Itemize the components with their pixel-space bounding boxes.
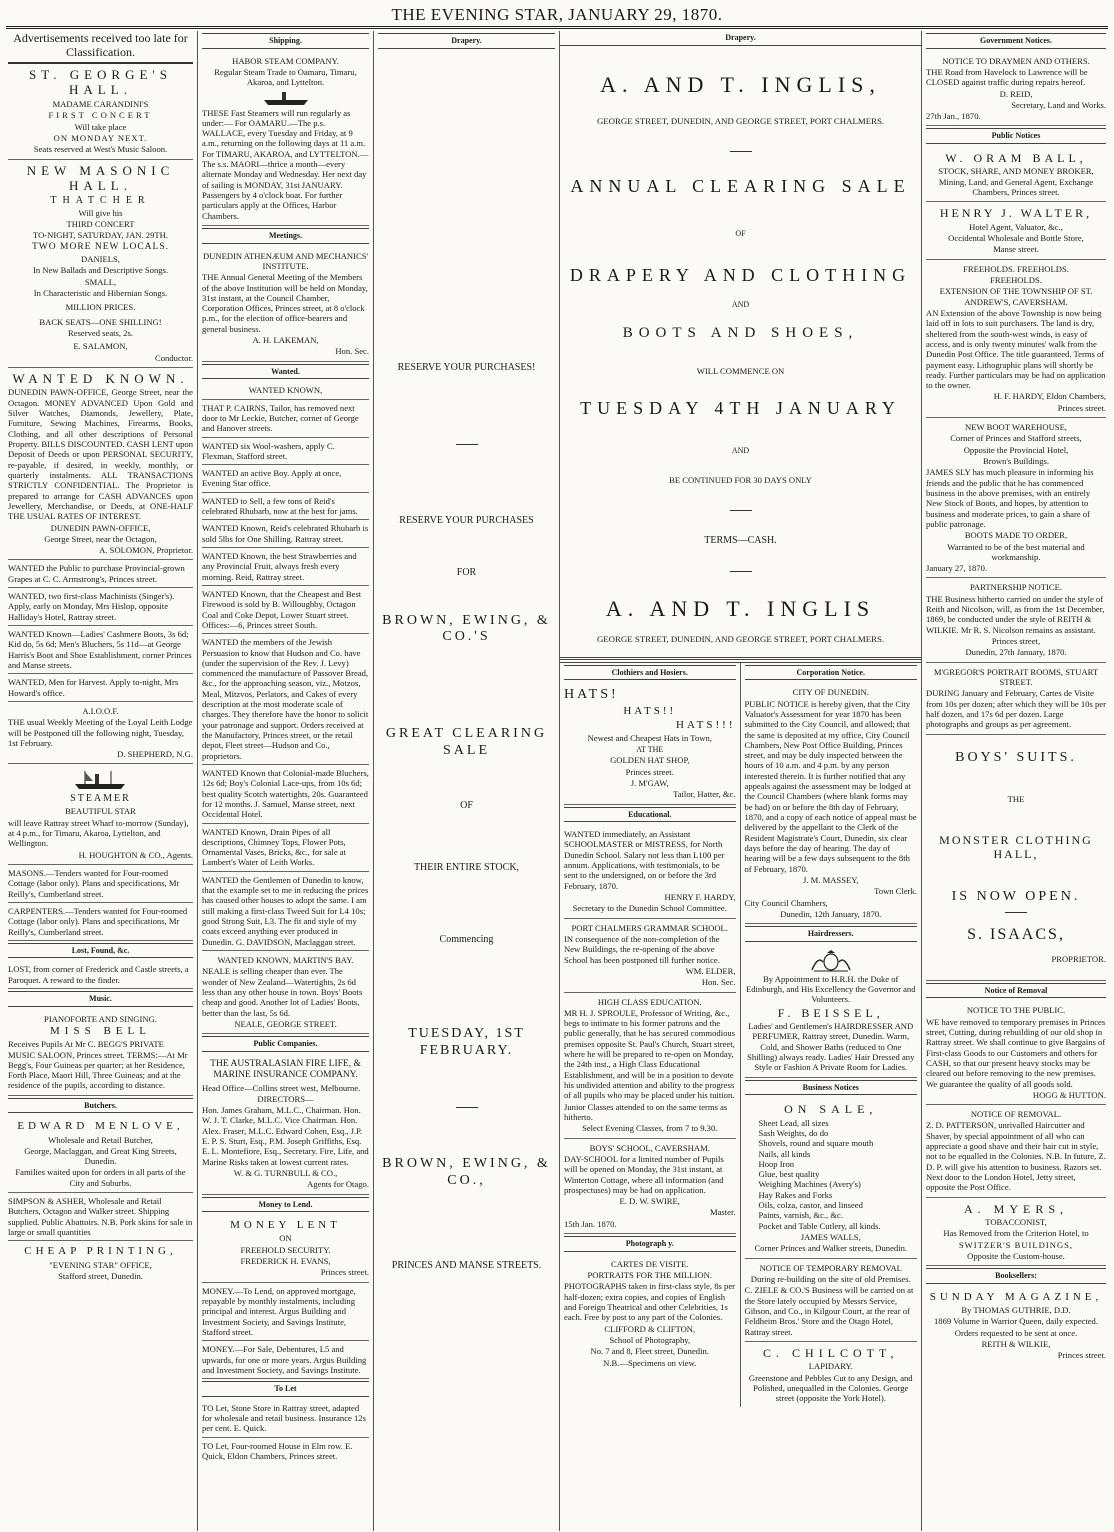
section-public-notices: Public Notices bbox=[926, 128, 1106, 144]
section-government: Government Notices. bbox=[926, 33, 1106, 49]
ad-masons: MASONS.—Tenders wanted for Four-roomed Cottage (labor only). Plans and specifications, Mr Reilly's, Cumberland street. bbox=[8, 865, 193, 903]
ad-partnership: PARTNERSHIP NOTICE. THE Business hitherto carried on under the style of Reith and Nicolson, will, as from the 1st December, 1869, be conducted under the style of REITH & WILKIE. Mr R. S. Nicolson remains as assistant. Princes street, Dunedin, 27th January, 1870. bbox=[926, 578, 1106, 662]
divider bbox=[730, 571, 752, 572]
section-drapery-main: Drapery. bbox=[560, 31, 921, 46]
reserve-purchases-1: RESERVE YOUR PURCHASES! bbox=[397, 361, 536, 373]
ad-hogg-hutton: NOTICE TO THE PUBLIC. WE have removed to temporary premises in Princes street, Cutting, during rebuilding of our old shop in Rattray street. We shall continue to give Bargains of First-class Goods to our Customers and others for CASH, so that our present heavy stocks may be cleared out before removing to the new premises. We guarantee the quality of all goods sold. HOGG & HUTTON. bbox=[926, 1001, 1106, 1105]
entire-stock: THEIR ENTIRE STOCK, bbox=[413, 861, 520, 873]
double-rule bbox=[560, 657, 921, 660]
ad-assistant-schoolmaster: WANTED immediately, an Assistant SCHOOLMASTER or MISTRESS, for North Dunedin School. Salary not less than L100 per annum. Applications, with testimonials, to be sent to the undersigned, on or before the 3rd February, 1870. HENRY F. HARDY, Secretary to the Dunedin School Committee. bbox=[564, 825, 736, 919]
ad-harvest-men: WANTED, Men for Harvest. Apply to-night, Mrs Howard's office. bbox=[8, 674, 193, 702]
late-ads-heading: Advertisements received too late for Classification. bbox=[8, 31, 193, 64]
annual-clearing-sale: ANNUAL CLEARING SALE bbox=[570, 175, 911, 196]
inglis-address: GEORGE STREET, DUNEDIN, AND GEORGE STREET, PORT CHALMERS. bbox=[596, 115, 885, 126]
section-clothiers: Clothiers and Hosiers. bbox=[564, 665, 736, 681]
princes-manse: PRINCES AND MANSE STREETS. bbox=[391, 1259, 542, 1271]
ad-pawn-office: WANTED KNOWN. DUNEDIN PAWN-OFFICE, George Street, near the Octagon. MONEY ADVANCED Upon Gold and Silver Watches, Diamonds, Jewellery, Plate, Furniture, Sewing Machines, Firearms, Books, Clothing, and all other descriptions of Personal Property. BILLS DISCOUNTED. CASH LENT upon Deposit of Deeds or upon PERSONAL SECURITY, re-payable, if desired, in weekly, monthly, or quarterly instalments. ALL TRANSACTIONS STRICTLY CONFIDENTIAL. The Proprietor is prepared to arrange for CASH ADVANCES upon Jewellery, Merchandise, or Deeds, at ONE-HALF THE USUAL RATES OF INTEREST. DUNEDIN PAWN-OFFICE, George Street, near the Octagon, A. SOLOMON, Proprietor. bbox=[8, 368, 193, 561]
ad-clifford-clifton: CARTES DE VISITE. PORTRAITS FOR THE MILLION. PHOTOGRAPHS taken in first-class style, 8s per half-dozen; extra copies, and copies of English and Foreign Theatrical and other Celebrities, 1s each. Free by post to any part of the Colonies. CLIFFORD & CLIFTON, School of Photography, No. 7 and 8, Fleet street, Dunedin. N.B.—Specimens on view. bbox=[564, 1258, 735, 1368]
ad-cheap-printing: CHEAP PRINTING, "EVENING STAR" OFFICE, Stafford street, Dunedin. bbox=[24, 1245, 177, 1281]
ad-myers-tobacconist: A. MYERS, TOBACCONIST, Has Removed from the Criterion Hotel, to SWITZER'S BUILDINGS, Opposite the Custom-house. bbox=[926, 1198, 1106, 1267]
ad-harbor-steam: HABOR STEAM COMPANY. Regular Steam Trade to Oamaru, Timaru, Akaroa, and Lyttelton. THESE Fast Steamers will run regularly as under:— For OAMARU.—The p.s. WALLACE, every Tuesday and Friday, at 9 a.m., returning on the following days at 11 a.m. For TIMARU, AKAROA, and LYTTELTON.—The s.s. MAORI—thrice a month—every alternate Monday and Wednesday. Her next day of sailing is MONDAY, 31st JANUARY. Passengers by 4 o'clock boat. For further particulars apply at the Offices, Harbor Chambers. bbox=[202, 52, 369, 226]
masthead: THE EVENING STAR, JANUARY 29, 1870. bbox=[391, 5, 723, 24]
ad-bluchers: WANTED Known that Colonial-made Bluchers, 12s 6d; Boy's Colonial Lace-ups, from 10s 6d; best quality Scotch watertights, 20s. Guaranteed for 12 months. J. Samuel, Manse street, next Occidental Hotel. bbox=[202, 765, 369, 824]
reserve-purchases-2: RESERVE YOUR PURCHASES bbox=[399, 514, 534, 526]
section-drapery-left: Drapery. bbox=[378, 33, 555, 49]
column-3 bbox=[374, 31, 560, 1531]
divider bbox=[456, 1107, 478, 1108]
masthead-rule bbox=[6, 26, 1108, 29]
divider bbox=[1005, 912, 1027, 913]
will-commence: WILL COMMENCE ON bbox=[696, 365, 785, 376]
ad-james-walls: ON SALE, Sheet Lead, all sizes Sash Weights, do do Shovels, round and square mouth Nails, all kinds Hoop Iron Glue, best quality Weighing Machines (Avery's) Hay Rakes and Forks Oils, colza, castor, and linseed Paints, varnish, &c., &c. Pocket and Table Cutlery, all kinds. JAMES WALLS, Corner Princes and Walker streets, Dunedin. bbox=[745, 1098, 918, 1258]
ad-draymen: NOTICE TO DRAYMEN AND OTHERS. THE Road from Havelock to Lawrence will be CLOSED against traffic during repairs hereof. D. REID, Secretary, Land and Works. 27th Jan., 1870. bbox=[926, 52, 1106, 127]
section-lost-found: Lost, Found, &c. bbox=[8, 943, 193, 959]
section-wanted: Wanted. bbox=[202, 364, 369, 380]
ad-port-chalmers-school: PORT CHALMERS GRAMMAR SCHOOL. IN consequence of the non-completion of the New Buildings, the re-opening of the above School has been postponed till further notice. WM. ELDER, Hon. Sec. bbox=[564, 919, 736, 993]
tuesday-january: TUESDAY 4TH JANUARY bbox=[580, 398, 901, 419]
ad-passover: WANTED the members of the Jewish Persuasion to know that Hudson and Co. have (under the supervision of the Rev. J. Levy) commenced the manufacture of Passover Bread, &c., for the approaching season, viz., Motzos, Meal, Mitzvos, Perlators, and Cakes of every description at the most moderate scale of charges. They therefore have the honor to solicit your patronage and support. Orders received at the Manufactory, Princes street, or the retail depot, Fleet street—Hudson and Co., proprietors. bbox=[202, 634, 369, 765]
section-business-notices: Business Notices bbox=[745, 1080, 918, 1096]
and-text-2: AND bbox=[731, 445, 750, 455]
ad-simpson-asher: SIMPSON & ASHER, Wholesale and Retail Butchers, Octagon and Walker street. Shipping supplied. Public Abattoirs. N.B. Pork skins for sale in large or small quantities bbox=[8, 1193, 193, 1241]
section-educational: Educational. bbox=[564, 807, 736, 823]
divider bbox=[456, 444, 478, 445]
section-corporation: Corporation Notice. bbox=[745, 665, 918, 681]
section-hairdressers: Hairdressers. bbox=[745, 926, 918, 942]
steamer-illustration bbox=[71, 769, 131, 791]
ad-martins-bay: WANTED KNOWN, MARTIN'S BAY. NEALE is selling cheaper than ever. The wonder of New Zealand—Watertights, 2s 6d less than any other house in town. Boys' Boots cheap and good. Another lot of Ladies' Boots, better than the last, 5s 6d. NEALE, GEORGE STREET. bbox=[202, 951, 369, 1034]
section-shipping: Shipping. bbox=[202, 33, 369, 49]
terms-cash: TERMS—CASH. bbox=[704, 534, 777, 546]
section-notice-removal: Notice of Removal bbox=[926, 983, 1106, 999]
ad-strawberries: WANTED Known, the best Strawberries and any Provincial Fruit, always fresh every morning. Reid, Rattray street. bbox=[202, 548, 369, 586]
of-text: OF bbox=[460, 799, 473, 811]
section-photography: Photograph y. bbox=[564, 1236, 736, 1252]
section-to-let: To Let bbox=[202, 1381, 369, 1397]
section-public-companies: Public Companies. bbox=[202, 1036, 369, 1052]
ad-to-let-store: TO Let, Stone Store in Rattray street, adapted for wholesale and retail business. Insurance 12s per cent. E. Quick. bbox=[202, 1400, 369, 1438]
divider bbox=[730, 151, 752, 152]
ad-rhubarb-known: WANTED Known, Reid's celebrated Rhubarb is sold 5lbs for One Shilling. Rattray street. bbox=[202, 520, 369, 548]
section-money-to-lend: Money to Lend. bbox=[202, 1197, 369, 1213]
newspaper-page bbox=[4, 31, 1110, 1531]
column-4b bbox=[741, 663, 922, 1408]
ad-sunday-magazine: SUNDAY MAGAZINE, By THOMAS GUTHRIE, D.D. 1869 Volume in Warrior Queen, daily expected. Orders requested to be sent at once. REITH & WILKIE, Princes street. bbox=[929, 1290, 1106, 1361]
brown-ewing-1: BROWN, EWING, & CO.'S bbox=[382, 612, 551, 645]
drapery-clothing: DRAPERY AND CLOTHING bbox=[569, 264, 912, 285]
ad-drain-pipes: WANTED Known, Drain Pipes of all descriptions, Chimney Tops, Flower Pots, Ornamental Vases, Bricks, &c., for sale at Lambert's Water of Leith Works. bbox=[202, 824, 369, 872]
tuesday-february: TUESDAY, 1ST FEBRUARY. bbox=[408, 1025, 525, 1058]
column-4a bbox=[560, 663, 741, 1408]
ad-aiof: A.I.O.O.F. THE usual Weekly Meeting of the Loyal Leith Lodge will be Postponed till the following night, Tuesday, 1st February. D. SHEPHERD, N.G. bbox=[8, 702, 193, 765]
ad-money-debentures: MONEY.—For Sale, Debentures, L5 and upwards, for one or more years. Argus Building and Investment Society, and Savings Institute. bbox=[202, 1341, 369, 1379]
ad-to-let-house: TO Let, Four-roomed House in Elm row. E. Quick, Eldon Chambers, Princes street. bbox=[202, 1440, 353, 1462]
ad-miss-bell: PIANOFORTE AND SINGING. MISS BELL Receives Pupils At Mr C. BEGG'S PRIVATE MUSIC SALOON, Princes street. TERMS:—At Mr Begg's, Four Guineas per quarter; at her Residence, Forth Place, Maori Hill, Three Guineas; and at the residence of the pupils, according to distance. bbox=[8, 1010, 193, 1096]
ad-active-boy: WANTED an active Boy. Apply at once, Evening Star office. bbox=[202, 465, 369, 493]
ad-golden-hat-shop: HATS! HATS!! HATS!!! Newest and Cheapest Hats in Town, AT THE GOLDEN HAT SHOP, Princes street. J. M'GAW, Tailor, Hatter, &c. bbox=[564, 683, 736, 804]
thirty-days: BE CONTINUED FOR 30 DAYS ONLY bbox=[669, 475, 812, 486]
ad-cairns: THAT P. CAIRNS, Tailor, has removed next door to Mr Leckie, Butcher, corner of George and Hanover streets. bbox=[202, 400, 369, 438]
ad-steamer: STEAMER BEAUTIFUL STAR will leave Rattray street Wharf to-morrow (Sunday), at 4 p.m., for Timaru, Akaroa, Lyttelton, and Wellington. H. HOUGHTON & CO., Agents. bbox=[8, 764, 193, 865]
ad-rhubarb-sell: WANTED to Sell, a few tons of Reid's celebrated Rhubarb, now at the best for jams. bbox=[202, 493, 369, 521]
ad-lost-paroquet: LOST, from corner of Frederick and Castle streets, a Paroquet. A reward to the finder. bbox=[8, 961, 193, 989]
ad-new-boot-warehouse: NEW BOOT WAREHOUSE, Corner of Princes and Stafford streets, Opposite the Provincial Hotel, Brown's Buildings. JAMES SLY has much pleasure in informing his friends and the public that he has commenced business in the above premises, with an entirely New Stock of Boots, and hopes, by attention to business and moderate prices, to gain a share of public patronage. BOOTS MADE TO ORDER, Warranted to be of the best material and workmanship. January 27, 1870. bbox=[926, 418, 1106, 578]
and-text: AND bbox=[731, 300, 750, 310]
ad-boys-school: BOYS' SCHOOL, CAVERSHAM. DAY-SCHOOL for a limited number of Pupils will be opened on Monday, the 31st instant, at Winterton Cottage, where all information (and prospectuses) may be had on application. E. D. W. SWIRE, Master. 15th Jan. 1870. bbox=[564, 1139, 736, 1235]
ad-menlove: EDWARD MENLOVE, Wholesale and Retail Butcher, George, Maclaggan, and Great King Streets, Dunedin. Families waited upon for orders in all parts of the City and Suburbs. bbox=[8, 1116, 193, 1193]
ad-money-mortgage: MONEY.—To Lend, on approved mortgage, repayable by monthly instalments, including principal and interest. Argus Building and Investment Society, and Savings Institute, Stafford street. bbox=[202, 1283, 369, 1342]
ad-patterson: NOTICE OF REMOVAL. Z. D. PATTERSON, unrivalled Haircutter and Shaver, by special appointment of all who can appreciate a good shave and their hair cut in style, not to be equalled in the Colonies. N.B. In future, Z. D. P. will give his attention to business. Razors set. Next door to the London Hotel, Jetty street, opposite the Post Office. bbox=[926, 1105, 1106, 1198]
ad-high-class-education: HIGH CLASS EDUCATION. MR H. J. SPROULE, Professor of Writing, &c., begs to intimate to his former patrons and the public generally, that he has secured commodious premises opposite St. Paul's Church, Stuart street, where he will be prepared to re-open on Monday, the 24th inst., a High Class Educational Establishment, and will be in a position to devote his undivided attention and ability to the progress of all pupils who may be placed under his tuition. Junior Classes attended to on the same terms as hitherto. Select Evening Classes, from 7 to 9.30. bbox=[564, 993, 736, 1139]
brown-ewing-2: BROWN, EWING, & CO., bbox=[382, 1156, 551, 1189]
section-booksellers: Booksellers: bbox=[926, 1268, 1106, 1284]
ad-boys-suits: BOYS' SUITS. THE MONSTER CLOTHING HALL, IS NOW OPEN. S. ISAACS, PROPRIETOR. bbox=[926, 735, 1106, 981]
ad-freeholds: FREEHOLDS. FREEHOLDS. FREEHOLDS. EXTENSION OF THE TOWNSHIP OF ST. ANDREW'S, CAVERSHAM. AN Extension of the above Township is now being laid off in lots to suit purchasers. The land is dry, sheltered from the south-west winds, is easy of access, and is only twenty minutes' walk from the Dunedin Post Office. The title guaranteed. Terms of payment easy. Lithographic plans will shortly be ready. Further particulars may be had on application to the owner. H. F. HARDY, Eldon Chambers, Princes street. bbox=[926, 260, 1106, 418]
column-5 bbox=[922, 31, 1110, 1531]
ad-firewood: WANTED Known, that the Cheapest and Best Firewood is sold by B. Willoughby, Octagon Coal and Coke Depot, Lower Stuart street. Offices:—6, Princes street South. bbox=[202, 586, 369, 634]
for-text: FOR bbox=[456, 566, 477, 578]
column-2 bbox=[198, 31, 374, 1531]
boots-shoes: BOOTS AND SHOES, bbox=[622, 324, 859, 341]
divider bbox=[730, 510, 752, 511]
ad-temporary-removal: NOTICE OF TEMPORARY REMOVAL During re-building on the site of old Premises. C. ZIELE & CO.'S Business will be carried on at the Store lately occupied by Messrs Service, Gibson, and Co., in Kilgour Court, at the rear of Feldheim Bros.' Store and the Otago Hotel, Rattray street. bbox=[745, 1259, 918, 1342]
ad-oram-ball: W. ORAM BALL, STOCK, SHARE, AND MONEY BROKER, Mining, Land, and General Agent, Exchange Chambers, Princes street. bbox=[926, 147, 1106, 202]
ad-grapes: WANTED the Public to purchase Provincial-grown Grapes at C. C. Armstrong's, Princes street. bbox=[8, 560, 193, 588]
ad-carpenters: CARPENTERS.—Tenders wanted for Four-roomed Cottage (labor only). Plans and specifications, Mr Reilly's, Cumberland street. bbox=[8, 903, 193, 941]
ad-wool-washers: WANTED six Wool-washers, apply C. Flexman, Stafford street. bbox=[202, 438, 369, 466]
royal-crest-icon bbox=[808, 950, 854, 972]
ad-st-georges-hall: ST. GEORGE'S HALL. MADAME CARANDINI'S FIRST CONCERT Will take place ON MONDAY NEXT. Seats reserved at West's Music Saloon. bbox=[8, 64, 193, 160]
ad-henry-walter: HENRY J. WALTER, Hotel Agent, Valuator, &c., Occidental Wholesale and Bottle Store, Manse street. bbox=[926, 202, 1106, 259]
ad-ladies-boots: WANTED Known—Ladies' Cashmere Boots, 3s 6d; Kid do, 5s 6d; Men's Bluchers, 5s 11d—at George Harris's Boot and Shoe Establishment, corner Princes and Manse streets. bbox=[8, 626, 193, 674]
ad-davidson: WANTED the Gentlemen of Dunedin to know, that the example set to me in reducing the prices has caused other houses to adopt the same. I am still making a first-class Tweed Suit for L4 10s; good Strong Suit, L3. The fit and style of my coats exceed anything ever produced in Dunedin. G. DAVIDSON, Maclaggan street. bbox=[202, 872, 369, 951]
ad-masonic-hall: NEW MASONIC HALL. THATCHER Will give his THIRD CONCERT TO-NIGHT, SATURDAY, JAN. 29TH. TWO MORE NEW LOCALS. DANIELS, In New Ballads and Descriptive Songs. SMALL, In Characteristic and Hibernian Songs. MILLION PRICES. BACK SEATS—ONE SHILLING! Reserved seats, 2s. E. SALAMON, Conductor. bbox=[8, 160, 193, 368]
great-clearing-sale: GREAT CLEARING SALE bbox=[385, 726, 548, 758]
inglis-name-2: A. AND T. INGLIS bbox=[605, 595, 876, 621]
section-butchers: Butchers. bbox=[8, 1098, 193, 1114]
ad-beissel: By Appointment to H.R.H. the Duke of Edinburgh, and His Excellency the Governor and Volunteers. F. BEISSEL, Ladies' and Gentlemen's HAIRDRESSER AND PERFUMER, Rattray street, Dunedin. Warm, Cold, and Shower Baths (reduced to One Shilling) always ready. Ladies' Hair Dressed any Style or Fashion A Private Room for Ladies. bbox=[745, 945, 918, 1078]
ad-machinists: WANTED, two first-class Machinists (Singer's). Apply, early on Monday, Mrs Hislop, opposite Halliday's Hotel, Rattray street. bbox=[8, 588, 193, 626]
section-meetings: Meetings. bbox=[202, 228, 369, 244]
ad-money-lent: MONEY LENT ON FREEHOLD SECURITY. FREDERICK H. EVANS, Princes street. bbox=[202, 1215, 369, 1282]
drapery-lower-columns bbox=[560, 662, 921, 1408]
inglis-name: A. AND T. INGLIS, bbox=[600, 71, 881, 97]
ad-mgregor-portraits: M'GREGOR'S PORTRAIT ROOMS, STUART STREET. DURING January and February, Cartes de Visite from 10s per dozen; after which they will be 10s per half dozen, and 17s 6d per dozen. Large photographs and groups as per agreement. bbox=[926, 663, 1106, 735]
ad-athenaeum: DUNEDIN ATHENÆUM AND MECHANICS' INSTITUTE. THE Annual General Meeting of the Members of the above Institution will be held on Monday, 31st instant, at the Council Chamber, Corporation Offices, Princes street, at 8 o'clock p.m., for the election of office-bearers and general business. A. H. LAKEMAN, Hon. Sec. bbox=[202, 247, 369, 362]
column-4 bbox=[560, 31, 922, 1531]
inglis-address-2: GEORGE STREET, DUNEDIN, AND GEORGE STREET, PORT CHALMERS. bbox=[596, 634, 885, 645]
ad-city-dunedin: CITY OF DUNEDIN. PUBLIC NOTICE is hereby given, that the City Valuator's Assessment for year 1870 has been submitted to the City Council, and allowed; that the same is deposited at my office, City Council Chambers, New Post Office Building, Princes street, and may be duly inspected between the hours of 10 a.m. and 4 p.m. by any person interested therein. It is further notified that any appeals against the assessment may be lodged at the Council Chambers (where blank forms may be had) on or before the 8th day of February, 1870, and a copy of each notice of appeal must be delivered by the appellant to the Clerk of the Resident Magistrate's Court, Dunedin, six clear days before the day of hearing. The day of hearing will be a few days subsequent to the 8th of February, 1870. J. M. MASSEY, Town Clerk. City Council Chambers, Dunedin, 12th January, 1870. bbox=[745, 683, 918, 924]
section-music: Music. bbox=[8, 991, 193, 1007]
column-1 bbox=[4, 31, 198, 1531]
commencing: Commencing bbox=[439, 933, 494, 945]
steamship-illustration bbox=[262, 90, 310, 106]
of-text: OF bbox=[735, 229, 746, 239]
wanted-known-heading: WANTED KNOWN, bbox=[202, 382, 369, 399]
ad-chilcott: C. CHILCOTT, LAPIDARY. Greenstone and Pebbles Cut to any Design, and Polished, unequalled in the Colonies. George street (opposite the York Hotel). bbox=[748, 1345, 913, 1404]
ad-australasian-fire: THE AUSTRALASIAN FIRE LIFE, & MARINE INSURANCE COMPANY. Head Office—Collins street west, Melbourne. DIRECTORS— Hon. James Graham, M.L.C., Chairman. Hon. W. J. T. Clarke, M.L.C. Vice Chairman. Hon. Alex. Fraser, M.L.C. Edward Cohen, Esq., J.P. E. P. S. Sturt, Esq., P.M. Joseph Griffiths, Esq. E. L. Montefiore, Esq., Secretary. Fire, Life, and Marine Risks taken at lowest current rates. W. & G. TURNBULL & CO., Agents for Otago. bbox=[202, 1055, 369, 1195]
